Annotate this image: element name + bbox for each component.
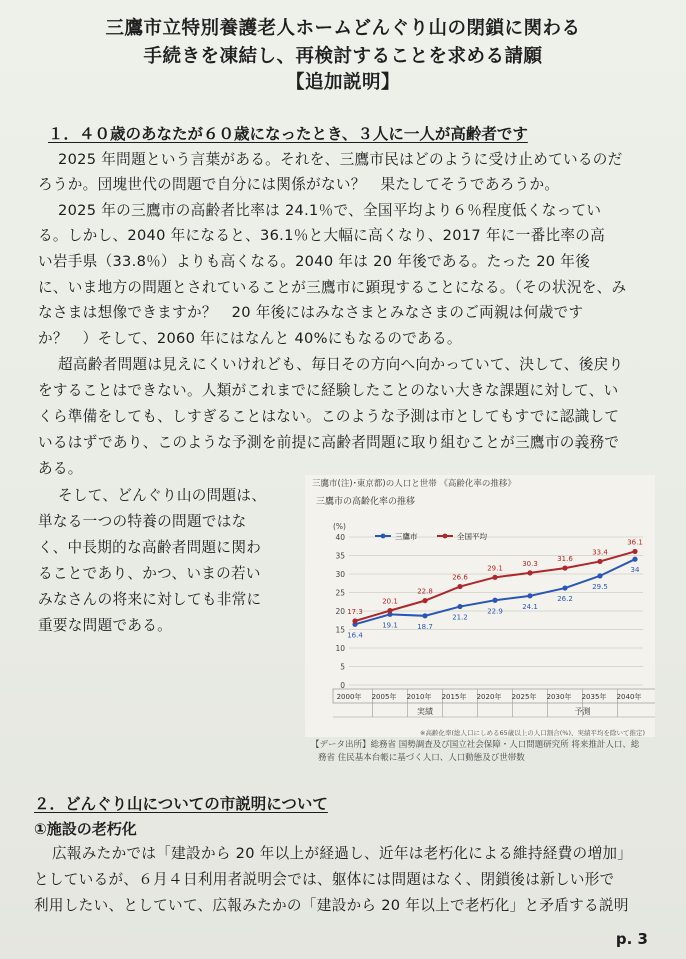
data-point xyxy=(492,598,497,603)
legend-label: 全国平均 xyxy=(457,532,487,541)
paragraph-line: 重要な問題である。 xyxy=(38,617,173,634)
x-tick-label: 2020年 xyxy=(476,693,502,701)
paragraph-line: みなさんの将来に対しても非常に xyxy=(38,591,262,608)
paragraph-line: いるはずであり、このような予測を前提に高齢者問題に取り組むことが三鷹市の義務で xyxy=(38,434,620,451)
data-label: 29.5 xyxy=(592,582,608,591)
y-tick-label: 20 xyxy=(335,607,345,616)
document-title-line-1: 三鷹市立特別養護老人ホームどんぐり山の閉鎖に関わる xyxy=(105,18,581,39)
data-source-line-1: 【データ出所】総務省 国勢調査及び国立社会保障・人口問題研究所 将来推計人口、総 xyxy=(311,740,640,750)
data-label: 16.4 xyxy=(347,631,363,640)
x-tick-label: 2005年 xyxy=(371,693,397,701)
data-label: 22.9 xyxy=(487,607,503,616)
y-tick-label: 10 xyxy=(335,644,345,653)
section-2-subheading: ①施設の老朽化 xyxy=(34,820,137,838)
paragraph-line: くら準備をしても、しすぎることはない。このような予測は市としてもすでに認識して xyxy=(38,408,620,425)
data-point xyxy=(387,608,392,613)
x-tick-label: 2035年 xyxy=(581,693,607,701)
data-point xyxy=(457,584,462,589)
paragraph-line: なさまは想像できますか？ 20 年後にはみなさまとみなさまのご両親は何歳です xyxy=(38,304,584,321)
document-title-line-2: 手続きを凍結し、再検討することを求める請願 xyxy=(143,46,543,67)
paragraph-line: か？ ）そして、2060 年にはなんと 40%にもなるのである。 xyxy=(38,330,462,347)
x-tick-label: 2025年 xyxy=(511,693,537,701)
data-point xyxy=(352,618,357,623)
y-tick-label: 25 xyxy=(335,588,345,598)
data-point xyxy=(597,573,602,578)
paragraph-line: をすることはできない。人類がこれまでに経験したことのない大きな課題に対して、い xyxy=(38,382,619,399)
x-tick-label: 2010年 xyxy=(406,693,432,701)
paragraph-line: 広報みたかでは「建設から 20 年以上が経過し、近年は老朽化による維持経費の増加」 xyxy=(52,845,633,862)
paragraph-line: 2025 年の三鷹市の高齢者比率は 24.1％で、全国平均より６％程度低くなってい xyxy=(58,202,602,219)
paragraph-line: 2025 年問題という言葉がある。それを、三鷹市民はどのように受け止めているのだ xyxy=(58,151,623,168)
chart-caption: 三鷹市(注)･東京都)の人口と世帯 《高齢化率の推移》 xyxy=(312,479,516,489)
paragraph-line: る。しかし、2040 年になると、36.1％と大幅に高くなり、2017 年に一番比率の高 xyxy=(38,227,606,244)
document-title-line-3: 【追加説明】 xyxy=(285,72,400,93)
page-number: p. 3 xyxy=(615,930,648,948)
data-label: 26.6 xyxy=(452,573,468,582)
data-point xyxy=(527,570,532,575)
y-axis-label: (%) xyxy=(333,522,346,531)
data-point xyxy=(597,559,602,564)
y-tick-label: 5 xyxy=(340,662,345,672)
paragraph-line: ろうか。団塊世代の問題で自分には関係がない？ 果たしてそうであろうか。 xyxy=(38,176,560,193)
x-tick-label: 2040年 xyxy=(616,693,642,701)
paragraph-line: そして、どんぐり山の問題は、 xyxy=(58,487,267,504)
aging-rate-line-chart xyxy=(305,505,655,730)
data-label: 31.6 xyxy=(557,555,573,564)
data-point xyxy=(422,613,427,618)
paragraph-line: 超高齢者問題は見えにくいけれども、毎日その方向へ向かっていて、決して、後戻り xyxy=(58,356,624,373)
y-tick-label: 30 xyxy=(335,570,345,579)
y-tick-label: 0 xyxy=(340,681,345,690)
paragraph-line: 利用したい、としていて、広報みたかの「建設から 20 年以上で老朽化」と矛盾する説明 xyxy=(34,897,629,914)
data-point xyxy=(632,557,637,562)
data-label: 30.3 xyxy=(522,559,538,568)
x-tick-label: 2000年 xyxy=(336,693,362,701)
data-label: 36.1 xyxy=(627,538,643,547)
data-label: 22.8 xyxy=(417,587,433,596)
data-point xyxy=(562,565,567,570)
data-label: 18.7 xyxy=(417,622,433,631)
data-label: 33.4 xyxy=(592,548,608,557)
data-point xyxy=(527,593,532,598)
x-group-label: 予測 xyxy=(574,707,591,716)
x-group-label: 実績 xyxy=(417,707,433,716)
paragraph-line: い岩手県（33.8％）よりも高くなる。2040 年は 20 年後である。たった 20 年後 xyxy=(38,253,591,270)
paragraph-line: に、いま地方の問題とされていることが三鷹市に顕現することになる。（その状況を、み xyxy=(38,279,627,296)
y-tick-label: 35 xyxy=(335,551,345,561)
y-tick-label: 40 xyxy=(335,533,345,542)
data-source-line-2: 務省 住民基本台帳に基づく人口、人口動態及び世帯数 xyxy=(318,753,525,763)
data-label: 19.1 xyxy=(382,621,398,630)
data-label: 20.1 xyxy=(382,597,398,606)
section-1-heading: １．４０歳のあなたが６０歳になったとき、３人に一人が高齢者です xyxy=(48,125,528,143)
paragraph-line: としているが、６月４日利用者説明会では、躯体には問題はなく、閉鎖後は新しい形で xyxy=(34,871,615,888)
data-label: 29.1 xyxy=(487,564,503,573)
data-label: 21.2 xyxy=(452,613,468,622)
data-point xyxy=(492,575,497,580)
y-tick-label: 15 xyxy=(335,625,345,635)
data-point xyxy=(632,549,637,554)
legend-marker xyxy=(381,534,386,539)
data-point xyxy=(562,585,567,590)
legend-marker xyxy=(443,534,448,539)
paragraph-line: ある。 xyxy=(38,460,83,477)
chart-title: 三鷹市の高齢化率の推移 xyxy=(316,497,416,507)
data-label: 17.3 xyxy=(347,607,363,616)
data-label: 26.2 xyxy=(557,595,573,604)
data-label: 34 xyxy=(630,566,640,575)
x-tick-label: 2015年 xyxy=(441,693,467,701)
data-label: 24.1 xyxy=(522,602,538,611)
x-tick-label: 2030年 xyxy=(546,693,572,701)
data-point xyxy=(422,598,427,603)
legend-label: 三鷹市 xyxy=(395,532,418,541)
paragraph-line: 単なる一つの特養の問題ではな xyxy=(38,513,247,530)
paragraph-line: ることであり、かつ、いまの若い xyxy=(38,565,261,582)
paragraph-line: く、中長期的な高齢者問題に関わ xyxy=(38,539,262,556)
section-2-heading: ２．どんぐり山についての市説明について xyxy=(34,795,328,813)
chart-footnote: ※高齢化率(総人口にしめる65歳以上の人口割合(%)、実績平均を除いて推定) xyxy=(420,729,646,737)
data-source-note xyxy=(311,739,639,765)
data-point xyxy=(457,604,462,609)
